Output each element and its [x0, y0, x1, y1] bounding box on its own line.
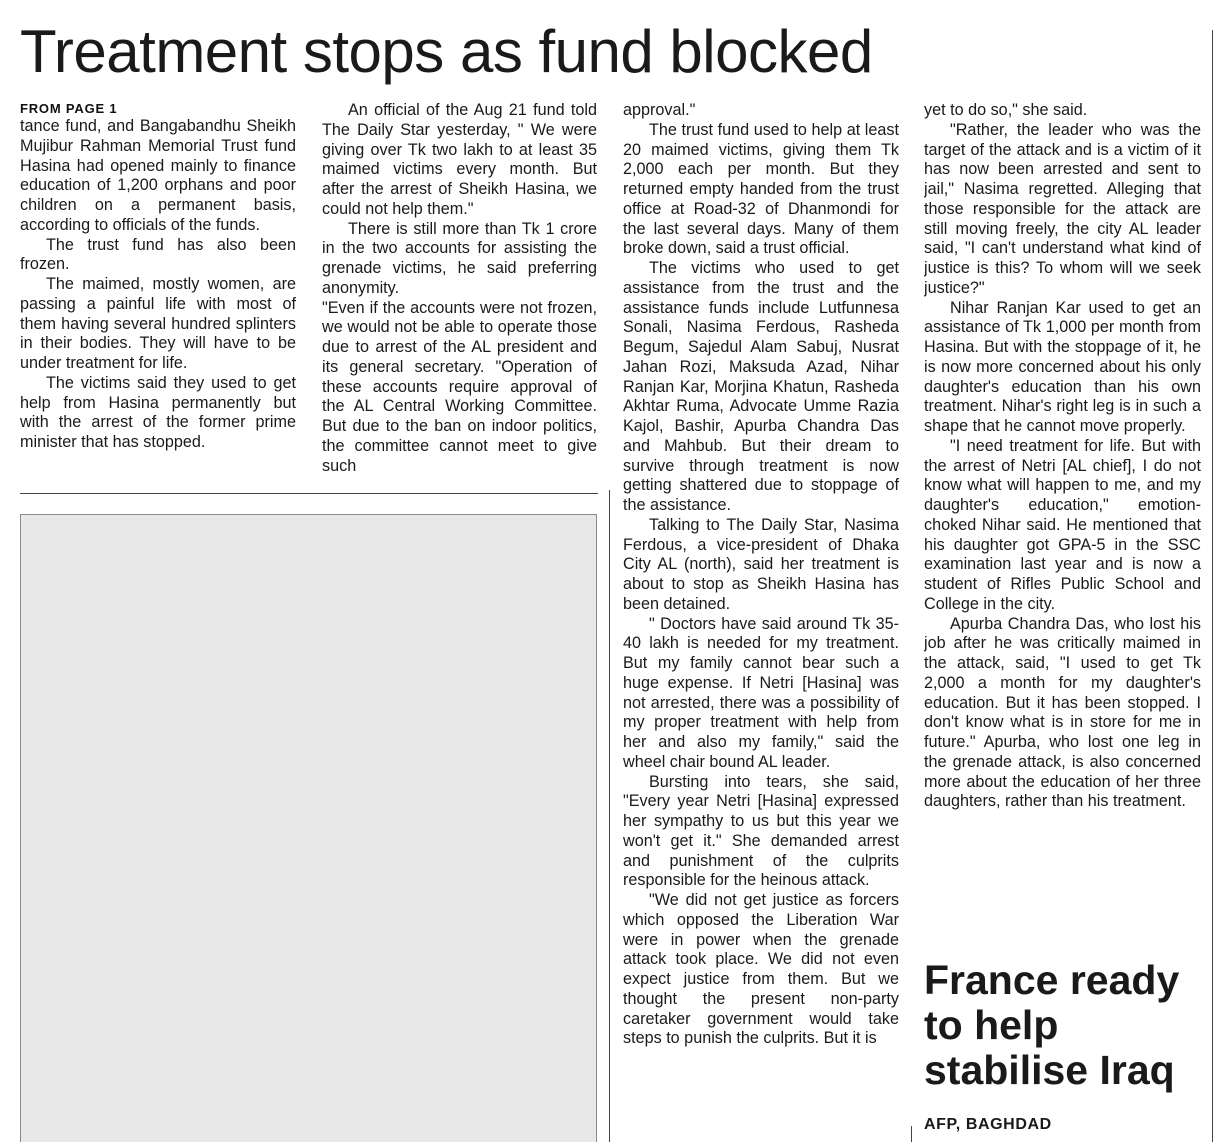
column-rule: [609, 490, 610, 1142]
paragraph: The trust fund used to help at least 20 maimed victims, giving them Tk 2,000 each per month. But they returned empty handed from the trust office at Road-32 of Dhanmondi for the last several days. Many of them broke down, said a trust official.: [623, 120, 899, 258]
paragraph: The trust fund has also been frozen.: [20, 235, 296, 274]
column-rule: [911, 1126, 912, 1142]
article-column-1: [20, 101, 296, 453]
article-column-2: [322, 101, 597, 476]
paragraph: tance fund, and Bangabandhu Sheikh Mujibur Rahman Memorial Trust fund Hasina had opened mainly to finance education of 1,200 orphans and poor children on a permanent basis, according to officials of the funds.: [20, 117, 296, 234]
section-divider: [20, 493, 598, 494]
paragraph: The victims said they used to get help from Hasina permanently but with the arrest of the former prime minister that has stopped.: [20, 373, 296, 451]
paragraph: Nihar Ranjan Kar used to get an assistance of Tk 1,000 per month from Hasina. But with the stoppage of it, he is now more concerned about his only daughter's education than his own treatment. Nihar's right leg is in such a shape that he cannot move properly.: [924, 298, 1201, 435]
paragraph: An official of the Aug 21 fund told The Daily Star yesterday, " We were giving over Tk two lakh to at least 35 maimed victims every month. But after the arrest of Sheikh Hasina, we could not help them.": [322, 101, 597, 218]
paragraph: Bursting into tears, she said, "Every year Netri [Hasina] expressed her sympathy to us but this year we won't get it." She demanded arrest and punishment of the culprits responsible for the heinous attack.: [623, 772, 899, 890]
photo-placeholder: [20, 514, 597, 1142]
paragraph: "Even if the accounts were not frozen, we would not be able to operate those due to arrest of the AL president and its general secretary. "Operation of these accounts require approval of the AL Central Working Committee. But due to the ban on indoor politics, the committee cannot meet to give such: [322, 298, 597, 475]
paragraph: Apurba Chandra Das, who lost his job after he was critically maimed in the attack, said, "I used to get Tk 2,000 a month for my daughter's education. But it has been stopped. I don't know what is in store for me in future." Apurba, who lost one leg in the grenade attack, is also concerned more about the education of her three daughters, rather than his treatment.: [924, 614, 1201, 811]
second-story-headline: France ready to help stabilise Iraq: [924, 957, 1180, 1093]
paragraph: approval.": [623, 101, 696, 119]
from-page-kicker: FROM PAGE 1: [20, 101, 118, 116]
paragraph: " Doctors have said around Tk 35-40 lakh is needed for my treatment. But my family cannot bear such a huge expense. If Netri [Hasina] was not arrested, there was a possibility of my proper treatment with help from her and also my family," said the wheel chair bound AL leader.: [623, 614, 899, 771]
paragraph: "Rather, the leader who was the target of the attack and is a victim of it has now been arrested and sent to jail," Nasima regretted. Alleging that those responsible for the attack are still moving freely, the city AL leader said, "I can't understand what kind of justice is this? To whom will we seek justice?": [924, 120, 1201, 297]
page-edge-rule: [1212, 30, 1213, 1142]
paragraph: yet to do so," she said.: [924, 101, 1088, 119]
second-story-byline: AFP, BAGHDAD: [924, 1116, 1052, 1133]
paragraph: Talking to The Daily Star, Nasima Ferdous, a vice-president of Dhaka City AL (north), said her treatment is about to stop as Sheikh Hasina has been detained.: [623, 515, 899, 613]
article-column-4: [924, 101, 1201, 812]
article-headline: Treatment stops as fund blocked: [20, 18, 873, 85]
paragraph: "We did not get justice as forcers which opposed the Liberation War were in power when the grenade attack took place. We did not even expect justice from them. But we thought the present non-party caretaker government would take steps to punish the culprits. But it is: [623, 891, 899, 1048]
paragraph: There is still more than Tk 1 crore in the two accounts for assisting the grenade victims, he said preferring anonymity.: [322, 219, 597, 297]
paragraph: "I need treatment for life. But with the arrest of Netri [AL chief], I do not know what will happen to me, and my daughter's education," emotion-choked Nihar said. He mentioned that his daughter got GPA-5 in the SSC examination last year and is now a student of Rifles Public School and College in the city.: [924, 436, 1201, 613]
article-column-3: [623, 101, 899, 1141]
paragraph: The victims who used to get assistance from the trust and the assistance funds include Lutfunnesa Sonali, Nasima Ferdous, Rasheda Begum, Sajedul Alam Sabuj, Nusrat Jahan Rozi, Maksuda Azad, Nihar Ranjan Kar, Morjina Khatun, Rasheda Akhtar Ruma, Advocate Umme Razia Kajol, Bashir, Apurba Chandra Das and Mahbub. But their dream to survive through treatment is now getting shattered due to stoppage of the assistance.: [623, 259, 899, 514]
paragraph: The maimed, mostly women, are passing a painful life with most of them having several hundred splinters in their bodies. They will have to be under treatment for life.: [20, 275, 296, 372]
